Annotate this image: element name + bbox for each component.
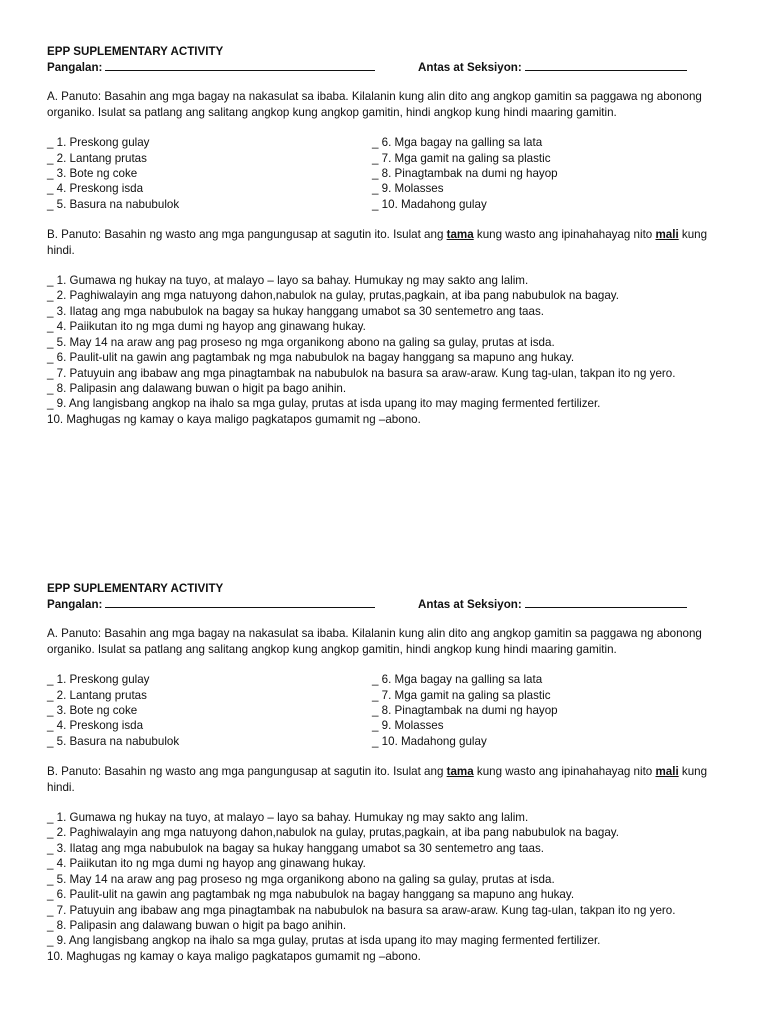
list-item: _ 2. Paghiwalayin ang mga natuyong dahon,nabulok na gulay, prutas,pagkain, at iba pang nabubulok na bagay. [47,826,619,840]
header-fields [47,59,719,74]
list-item: _ 8. Pinagtambak na dumi ng hayop [372,704,558,718]
list-item: _ 1. Gumawa ng hukay na tuyo, at malayo – layo sa bahay. Humukay ng may sakto ang lalim. [47,811,529,825]
name-blank-line [105,59,375,71]
list-item: _ 4. Preskong isda [47,719,144,733]
name-blank-line [105,596,375,608]
list-item: 10. Maghugas ng kamay o kaya maligo pagkatapos gumamit ng –abono. [47,949,421,963]
section-blank-line [525,596,687,608]
part-b-instr-text: kung wasto ang ipinahahayag nito [473,765,656,779]
section-field [418,596,687,612]
list-item: _ 3. Bote ng coke [47,704,138,718]
section-blank-line [525,59,687,71]
word-tama: tama [446,228,474,242]
name-label: Pangalan: [47,61,103,75]
list-item: _ 2. Lantang prutas [47,151,147,165]
list-item: _ 5. Basura na nabubulok [47,734,180,748]
list-item: _ 1. Gumawa ng hukay na tuyo, at malayo – layo sa bahay. Humukay ng may sakto ang lalim. [47,274,529,288]
worksheet-title: EPP SUPLEMENTARY ACTIVITY [47,45,224,58]
list-item: _ 10. Madahong gulay [372,734,487,748]
list-item: _ 2. Lantang prutas [47,688,147,702]
list-item: _ 8. Palipasin ang dalawang buwan o higit pa bago anihin. [47,918,347,932]
section-field [418,59,687,75]
list-item: 10. Maghugas ng kamay o kaya maligo pagkatapos gumamit ng –abono. [47,412,421,426]
word-mali: mali [655,228,679,242]
list-item: _ 6. Mga bagay na galling sa lata [372,136,543,150]
worksheet-title: EPP SUPLEMENTARY ACTIVITY [47,582,224,595]
part-b-items [47,810,719,964]
part-a-left-column [47,135,372,212]
list-item: _ 9. Ang langisbang angkop na ihalo sa mga gulay, prutas at isda upang ito may maging fermented fertilizer. [47,934,601,948]
list-item: _ 6. Mga bagay na galling sa lata [372,673,543,687]
name-field [47,59,375,75]
name-label: Pangalan: [47,598,103,612]
list-item: _ 7. Mga gamit na galing sa plastic [372,151,551,165]
part-b-instr-text: kung hindi. [47,228,708,257]
part-b-instr-text: kung wasto ang ipinahahayag nito [473,228,656,242]
list-item: _ 7. Mga gamit na galing sa plastic [372,688,551,702]
part-b-instr-text: B. Panuto: Basahin ng wasto ang mga pangungusap at sagutin ito. Isulat ang [47,765,447,779]
part-b-instructions [47,227,719,258]
part-b-instructions [47,764,719,795]
word-tama: tama [446,765,474,779]
list-item: _ 1. Preskong gulay [47,136,150,150]
part-b-instr-text: kung hindi. [47,765,708,794]
list-item: _ 9. Ang langisbang angkop na ihalo sa mga gulay, prutas at isda upang ito may maging fermented fertilizer. [47,397,601,411]
part-a-instructions: A. Panuto: Basahin ang mga bagay na nakasulat sa ibaba. Kilalanin kung alin dito ang angkop gamitin sa paggawa ng abonong organiko. Isulat sa patlang ang salitang angkop kung angkop gamitin, hindi angkop kung hindi maaring gamitin. [47,90,702,119]
list-item: _ 5. May 14 na araw ang pag proseso ng mga organikong abono na galing sa gulay, prutas at isda. [47,335,555,349]
worksheet-copy-1 [47,44,719,427]
part-a-right-column [372,672,697,749]
list-item: _ 3. Ilatag ang mga nabubulok na bagay sa hukay hanggang umabot sa 30 sentemetro ang taas. [47,304,544,318]
list-item: _ 8. Pinagtambak na dumi ng hayop [372,167,558,181]
worksheet-copy-2 [47,581,719,964]
list-item: _ 9. Molasses [372,719,444,733]
part-a-left-column [47,672,372,749]
section-label: Antas at Seksiyon: [418,61,522,75]
list-item: _ 5. May 14 na araw ang pag proseso ng mga organikong abono na galing sa gulay, prutas at isda. [47,872,555,886]
section-label: Antas at Seksiyon: [418,598,522,612]
part-a-items [47,672,719,749]
list-item: _ 10. Madahong gulay [372,197,487,211]
list-item: _ 3. Ilatag ang mga nabubulok na bagay sa hukay hanggang umabot sa 30 sentemetro ang taas. [47,841,544,855]
list-item: _ 4. Paiikutan ito ng mga dumi ng hayop ang ginawang hukay. [47,857,366,871]
list-item: _ 9. Molasses [372,182,444,196]
part-b-items [47,273,719,427]
list-item: _ 1. Preskong gulay [47,673,150,687]
part-a-instructions: A. Panuto: Basahin ang mga bagay na nakasulat sa ibaba. Kilalanin kung alin dito ang angkop gamitin sa paggawa ng abonong organiko. Isulat sa patlang ang salitang angkop kung angkop gamitin, hindi angkop kung hindi maaring gamitin. [47,627,702,656]
list-item: _ 6. Paulit-ulit na gawin ang pagtambak ng mga nabubulok na bagay hanggang sa mapuno ang hukay. [47,888,575,902]
list-item: _ 2. Paghiwalayin ang mga natuyong dahon,nabulok na gulay, prutas,pagkain, at iba pang nabubulok na bagay. [47,289,619,303]
header-fields [47,596,719,611]
list-item: _ 4. Preskong isda [47,182,144,196]
part-a-right-column [372,135,697,212]
list-item: _ 8. Palipasin ang dalawang buwan o higit pa bago anihin. [47,381,347,395]
list-item: _ 4. Paiikutan ito ng mga dumi ng hayop ang ginawang hukay. [47,320,366,334]
name-field [47,596,375,612]
list-item: _ 7. Patuyuin ang ibabaw ang mga pinagtambak na nabubulok na basura sa araw-araw. Kung tag-ulan, takpan ito ng yero. [47,903,676,917]
word-mali: mali [655,765,679,779]
part-b-instr-text: B. Panuto: Basahin ng wasto ang mga pangungusap at sagutin ito. Isulat ang [47,228,447,242]
list-item: _ 5. Basura na nabubulok [47,197,180,211]
list-item: _ 3. Bote ng coke [47,167,138,181]
part-a-items [47,135,719,212]
list-item: _ 6. Paulit-ulit na gawin ang pagtambak ng mga nabubulok na bagay hanggang sa mapuno ang hukay. [47,351,575,365]
list-item: _ 7. Patuyuin ang ibabaw ang mga pinagtambak na nabubulok na basura sa araw-araw. Kung tag-ulan, takpan ito ng yero. [47,366,676,380]
